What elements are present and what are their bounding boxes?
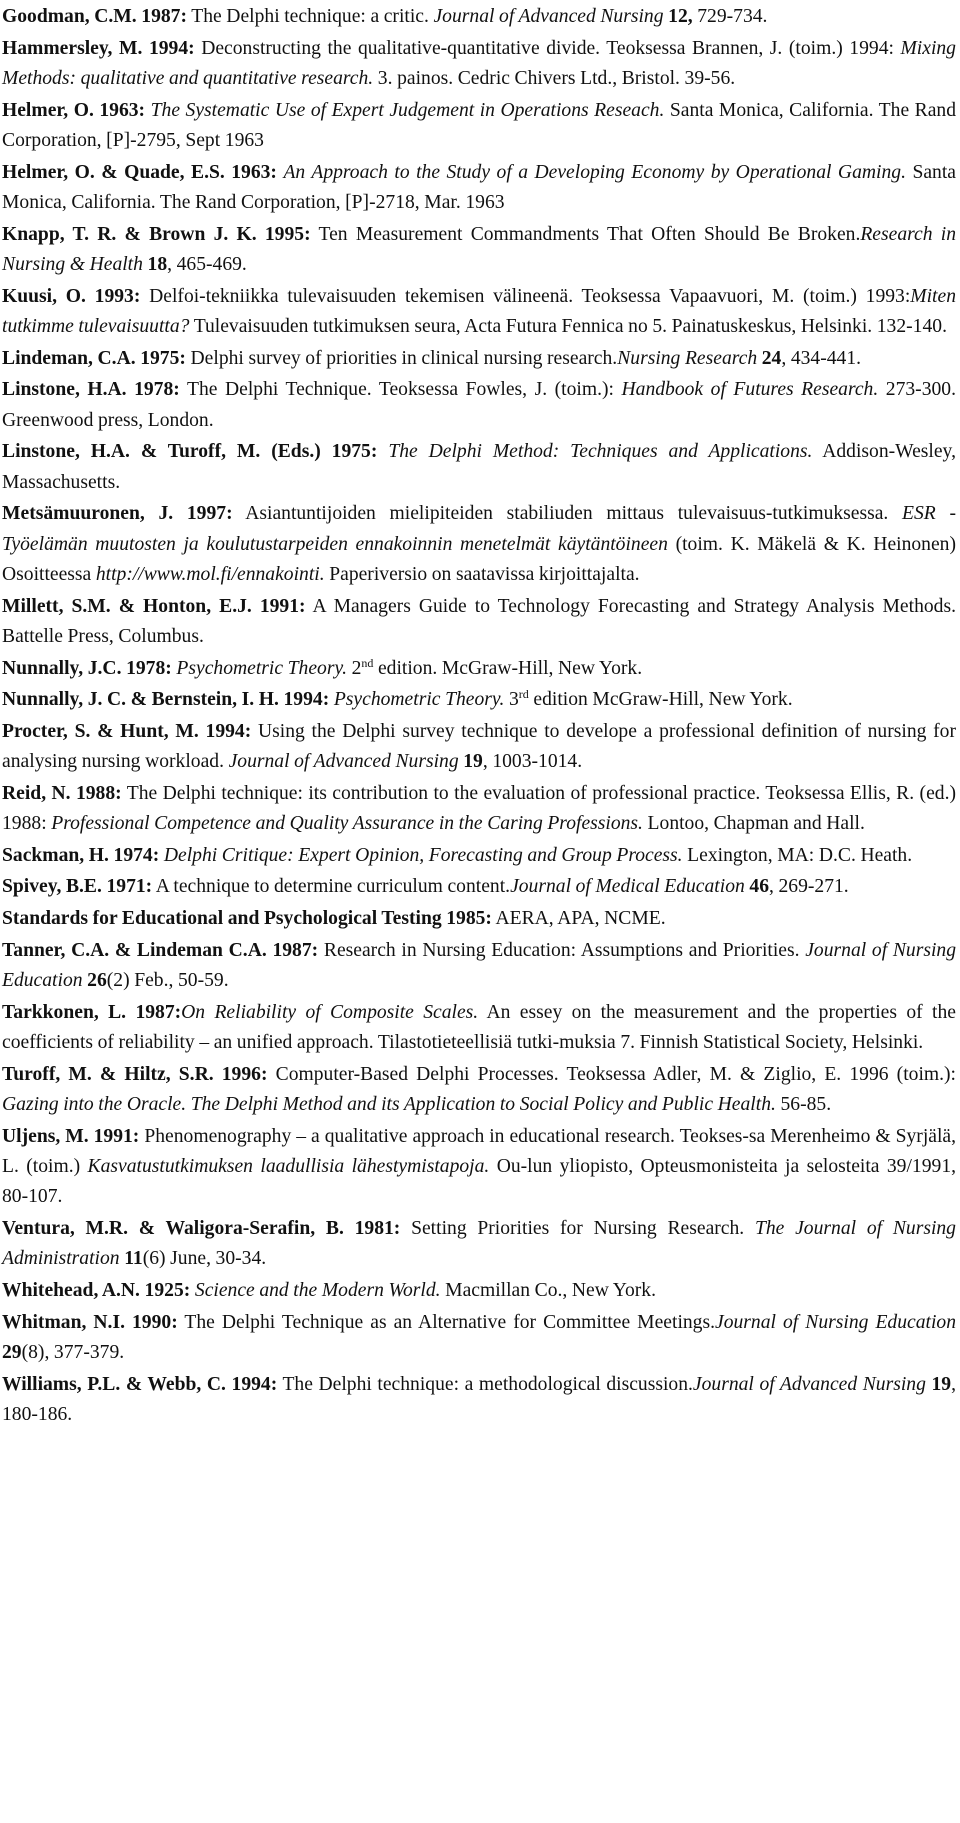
italic-text: Journal of Nursing Education <box>715 1311 956 1333</box>
bold-text: Tanner, C.A. & Lindeman C.A. 1987: <box>2 939 319 961</box>
reference-entry <box>2 1122 956 1213</box>
bold-text: 18 <box>147 254 168 275</box>
plain-text: 3 <box>504 689 519 711</box>
italic-text: Psychometric Theory. <box>176 657 347 679</box>
plain-text: Lontoo, Chapman and Hall. <box>642 813 865 835</box>
bold-text: 11 <box>124 1248 143 1270</box>
reference-entry <box>2 282 956 343</box>
plain-text: (6) June, 30-34. <box>142 1248 267 1270</box>
reference-entry <box>2 96 956 157</box>
italic-text: Journal of Nursing Education <box>2 939 957 991</box>
reference-entry <box>2 1370 956 1431</box>
plain-text: Asiantuntijoiden mielipiteiden stabiliuden mittaus tulevaisuus-tutkimuksessa. <box>232 503 903 525</box>
bold-text: Linstone, H.A. & Turoff, M. (Eds.) 1975: <box>2 441 378 463</box>
plain-text: A Managers Guide to Technology Forecasting and Strategy Analysis Methods. Battelle Press, Columbus. <box>2 595 956 647</box>
plain-text: Ten Measurement Commandments That Often Should Be Broken. <box>310 223 861 245</box>
italic-text: The Journal of Nursing Administration <box>2 1217 956 1270</box>
reference-entry <box>2 1276 956 1306</box>
italic-text: Journal of Advanced Nursing <box>692 1373 926 1395</box>
plain-text: A technique to determine curriculum content. <box>152 876 511 898</box>
plain-text: (toim. K. Mäkelä & K. Heinonen) Osoitteessa <box>2 533 957 585</box>
bold-text: 29 <box>2 1341 22 1363</box>
reference-entry <box>2 592 956 653</box>
italic-text: Kasvatustutkimuksen laadullisia lähestymistapoja. <box>87 1155 490 1177</box>
bold-text: Whitehead, A.N. 1925: <box>2 1279 191 1301</box>
reference-entry <box>2 872 956 902</box>
plain-text: The Delphi Technique. Teoksessa Fowles, J. (toim.): <box>179 379 622 401</box>
italic-text: The Delphi Method: Techniques and Applications. <box>388 441 813 463</box>
plain-text: Ou-lun yliopisto, Opteusmonisteita ja selosteita 39/1991, 80-107. <box>2 1155 957 1208</box>
plain-text: , 180-186. <box>2 1373 956 1425</box>
reference-entry <box>2 34 956 95</box>
reference-entry <box>2 1214 956 1275</box>
italic-text: Nursing Research <box>617 347 758 369</box>
italic-text: Professional Competence and Quality Assurance in the Caring Professions. <box>51 813 643 835</box>
bold-text: Tarkkonen, L. 1987: <box>2 1001 182 1023</box>
reference-entry <box>2 654 956 684</box>
bold-text: Kuusi, O. 1993: <box>2 285 141 307</box>
plain-text: Tulevaisuuden tutkimuksen seura, Acta Futura Fennica no 5. Painatuskeskus, Helsinki. 132-140. <box>189 316 947 337</box>
bold-text: Spivey, B.E. 1971: <box>2 876 153 898</box>
bold-text: 12, <box>668 6 693 27</box>
bold-text: Nunnally, J. C. & Bernstein, I. H. 1994: <box>2 689 330 711</box>
italic-text: Handbook of Futures Research. <box>621 379 879 401</box>
reference-list <box>2 2 956 1430</box>
reference-entry <box>2 779 956 840</box>
italic-text: ESR - Työelämän muutosten ja koulutustarpeiden ennakoinnin menetelmät käytäntöineen <box>2 503 957 555</box>
reference-entry <box>2 344 956 374</box>
plain-text: , 465-469. <box>167 254 247 275</box>
plain-text: AERA, APA, NCME. <box>491 907 666 929</box>
plain-text: 273-300. Greenwood press, London. <box>2 379 956 431</box>
plain-text: edition. McGraw-Hill, New York. <box>373 657 643 679</box>
plain-text: , 1003-1014. <box>482 751 583 773</box>
plain-text: An essey on the measurement and the properties of the coefficients of reliability – an unified approach. Tilastotieteellisiä tutki-muksia 7. Finnish Statistical Society, Helsinki. <box>2 1001 956 1053</box>
reference-entry <box>2 1060 956 1121</box>
reference-entry <box>2 158 956 219</box>
plain-text: 3. painos. Cedric Chivers Ltd., Bristol. 39-56. <box>373 68 736 89</box>
italic-text: The Systematic Use of Expert Judgement in Operations Reseach. <box>150 99 665 121</box>
plain-text: Delphi survey of priorities in clinical nursing research. <box>185 347 618 369</box>
italic-text: Mixing Methods: qualitative and quantitative research. <box>2 37 956 89</box>
italic-text: Journal of Advanced Nursing <box>433 6 664 27</box>
plain-text: (8), 377-379. <box>21 1341 125 1363</box>
bold-text: Uljens, M. 1991: <box>2 1125 140 1147</box>
bold-text: Goodman, C.M. 1987: <box>2 6 187 27</box>
bold-text: Lindeman, C.A. 1975: <box>2 347 186 369</box>
reference-entry <box>2 685 956 715</box>
reference-entry <box>2 998 956 1059</box>
reference-entry <box>2 841 956 871</box>
bold-text: Turoff, M. & Hiltz, S.R. 1996: <box>2 1063 268 1085</box>
italic-text: An Approach to the Study of a Developing Economy by Operational Gaming. <box>283 161 906 183</box>
reference-entry <box>2 499 956 590</box>
plain-text: (2) Feb., 50-59. <box>106 969 229 991</box>
reference-entry <box>2 936 956 997</box>
plain-text: Lexington, MA: D.C. Heath. <box>682 844 913 866</box>
plain-text: 2 <box>346 657 362 679</box>
bold-text: Hammersley, M. 1994: <box>2 37 195 59</box>
italic-text: Research in Nursing & Health <box>2 223 956 275</box>
bold-text: Ventura, M.R. & Waligora-Serafin, B. 1981: <box>2 1217 401 1239</box>
bold-text: Nunnally, J.C. 1978: <box>2 657 172 679</box>
bold-text: 46 <box>749 876 769 898</box>
bold-text: Metsämuuronen, J. 1997: <box>2 503 233 525</box>
bold-text: Helmer, O. & Quade, E.S. 1963: <box>2 161 277 183</box>
plain-text: The Delphi technique: a critic. <box>187 6 434 27</box>
italic-text: Gazing into the Oracle. The Delphi Method and its Application to Social Policy and Public Health. <box>2 1093 776 1115</box>
reference-entry <box>2 437 956 498</box>
plain-text: Santa Monica, California. The Rand Corporation, [P]-2718, Mar. 1963 <box>2 161 956 213</box>
italic-text: http://www.mol.fi/ennakointi. <box>95 564 325 585</box>
bold-text: Knapp, T. R. & Brown J. K. 1995: <box>2 223 311 245</box>
italic-text: Journal of Medical Education <box>510 876 745 898</box>
reference-entry <box>2 2 956 32</box>
reference-entry <box>2 220 956 281</box>
reference-entry <box>2 1308 956 1369</box>
italic-text: Miten tutkimme tulevaisuutta? <box>2 285 956 337</box>
plain-text: Macmillan Co., New York. <box>440 1279 656 1301</box>
plain-text: The Delphi technique: a methodological discussion. <box>277 1373 693 1395</box>
superscript-text: rd <box>518 687 529 702</box>
bold-text: Sackman, H. 1974: <box>2 844 160 866</box>
reference-entry <box>2 375 956 436</box>
bold-text: 19 <box>931 1373 952 1395</box>
superscript-text: nd <box>361 655 374 670</box>
plain-text: Phenomenography – a qualitative approach in educational research. Teokses-sa Merenheimo & Syrjälä, L. (toim.) <box>2 1125 956 1177</box>
plain-text: The Delphi Technique as an Alternative for Committee Meetings. <box>177 1311 716 1333</box>
reference-entry <box>2 904 956 934</box>
bold-text: Linstone, H.A. 1978: <box>2 379 180 401</box>
plain-text: Paperiversio on saatavissa kirjoittajalta. <box>324 564 640 585</box>
bold-text: Williams, P.L. & Webb, C. 1994: <box>2 1373 278 1395</box>
plain-text: Using the Delphi survey technique to develope a professional definition of nursing for analysing nursing workload. <box>2 720 956 773</box>
plain-text: 56-85. <box>775 1093 832 1115</box>
reference-entry <box>2 717 956 778</box>
plain-text <box>377 441 388 462</box>
plain-text: edition McGraw-Hill, New York. <box>528 689 793 711</box>
plain-text: , 269-271. <box>769 876 849 898</box>
plain-text: Deconstructing the qualitative-quantitative divide. Teoksessa Brannen, J. (toim.) 1994: <box>194 37 901 59</box>
plain-text: The Delphi technique: its contribution to the evaluation of professional practice. Teoksessa Ellis, R. (ed.) 1988: <box>2 782 956 835</box>
plain-text: Computer-Based Delphi Processes. Teoksessa Adler, M. & Ziglio, E. 1996 (toim.): <box>267 1063 956 1085</box>
italic-text: Journal of Advanced Nursing <box>228 751 459 773</box>
plain-text: Delfoi-tekniikka tulevaisuuden tekemisen välineenä. Teoksessa Vapaavuori, M. (toim.) 1993: <box>140 285 911 307</box>
italic-text: On Reliability of Composite Scales. <box>181 1001 479 1023</box>
bold-text: Standards for Educational and Psychological Testing 1985: <box>2 907 492 929</box>
bold-text: Reid, N. 1988: <box>2 782 122 804</box>
bold-text: Helmer, O. 1963: <box>2 99 146 121</box>
italic-text: Delphi Critique: Expert Opinion, Forecasting and Group Process. <box>163 844 683 866</box>
bold-text: Procter, S. & Hunt, M. 1994: <box>2 720 252 742</box>
italic-text: Psychometric Theory. <box>333 689 505 711</box>
bold-text: Whitman, N.I. 1990: <box>2 1311 178 1333</box>
bold-text: 19 <box>463 751 483 773</box>
plain-text: , 434-441. <box>781 347 862 369</box>
plain-text: 729-734. <box>692 6 768 27</box>
bold-text: 24 <box>761 347 782 369</box>
bold-text: Millett, S.M. & Honton, E.J. 1991: <box>2 595 306 617</box>
bold-text: 26 <box>87 969 107 991</box>
plain-text: Setting Priorities for Nursing Research. <box>400 1217 755 1239</box>
italic-text: Science and the Modern World. <box>194 1279 441 1301</box>
plain-text: Research in Nursing Education: Assumptions and Priorities. <box>318 939 806 961</box>
plain-text: Santa Monica, California. The Rand Corporation, [P]-2795, Sept 1963 <box>2 99 957 151</box>
plain-text: Addison-Wesley, Massachusetts. <box>2 441 956 493</box>
